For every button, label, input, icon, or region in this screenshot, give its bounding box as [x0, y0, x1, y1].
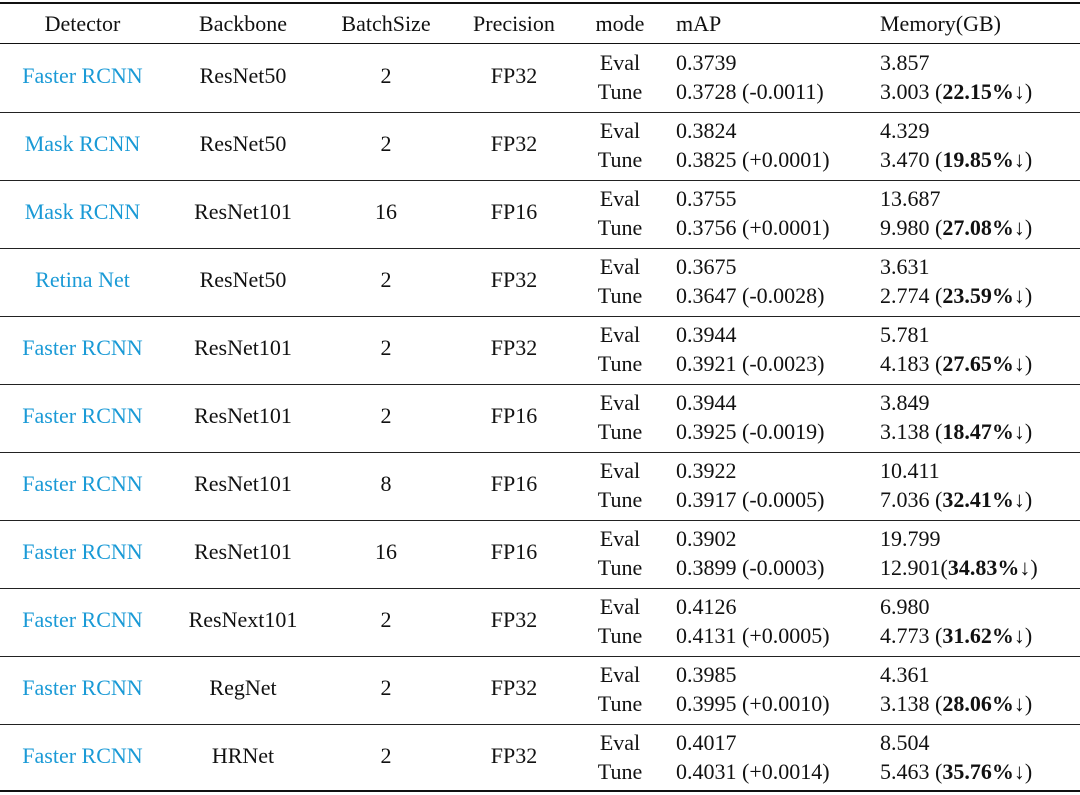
detector-cell: Retina Net [35, 267, 130, 292]
memory-tune-suffix: ↓) [1013, 283, 1033, 308]
memory-tune-value: 3.003 ( [880, 79, 943, 104]
header-detector: Detector [44, 11, 121, 36]
mode-tune: Tune [597, 759, 643, 784]
mode-cell [590, 592, 650, 650]
map-tune: 0.3647 (-0.0028) [676, 283, 825, 308]
top-rule [0, 2, 1080, 4]
mode-cell [590, 116, 650, 174]
memory-tune-value: 3.138 ( [880, 691, 943, 716]
precision-cell: FP16 [490, 403, 538, 428]
detector-cell: Faster RCNN [22, 607, 143, 632]
memory-cell [880, 388, 1080, 446]
memory-tune-suffix: ↓) [1013, 147, 1033, 172]
mode-eval: Eval [599, 118, 641, 143]
memory-tune-suffix: ↓) [1013, 487, 1033, 512]
memory-cell [880, 184, 1080, 242]
mode-cell [590, 320, 650, 378]
memory-tune-suffix: ↓) [1013, 759, 1033, 784]
header-backbone: Backbone [199, 11, 287, 36]
backbone-cell: ResNet101 [194, 403, 292, 428]
header-precision: Precision [473, 11, 555, 36]
precision-cell: FP32 [490, 63, 538, 88]
memory-cell [880, 524, 1080, 582]
memory-tune [880, 621, 1080, 650]
map-cell [676, 48, 866, 106]
memory-reduction-pct: 31.62% [942, 623, 1014, 648]
map-tune: 0.3921 (-0.0023) [676, 351, 825, 376]
precision-cell: FP16 [490, 539, 538, 564]
detector-cell: Mask RCNN [24, 199, 141, 224]
memory-eval: 4.361 [880, 662, 930, 687]
map-cell [676, 388, 866, 446]
header-memory: Memory(GB) [880, 11, 1001, 36]
memory-cell [880, 320, 1080, 378]
map-cell [676, 728, 866, 786]
map-cell [676, 184, 866, 242]
detector-cell: Faster RCNN [22, 539, 143, 564]
memory-tune [880, 281, 1080, 310]
mode-eval: Eval [599, 662, 641, 687]
detector-cell: Faster RCNN [22, 743, 143, 768]
map-tune: 0.3995 (+0.0010) [676, 691, 830, 716]
header-batch-size: BatchSize [341, 11, 431, 36]
detector-cell: Faster RCNN [22, 335, 143, 360]
memory-eval: 8.504 [880, 730, 930, 755]
mode-cell [590, 184, 650, 242]
map-tune: 0.3756 (+0.0001) [676, 215, 830, 240]
memory-cell [880, 456, 1080, 514]
header-mode: mode [595, 11, 645, 36]
memory-cell [880, 592, 1080, 650]
memory-reduction-pct: 35.76% [942, 759, 1014, 784]
memory-tune-suffix: ↓) [1013, 419, 1033, 444]
memory-reduction-pct: 27.65% [942, 351, 1014, 376]
memory-tune [880, 145, 1080, 174]
memory-tune-suffix: ↓) [1013, 79, 1033, 104]
backbone-cell: RegNet [209, 675, 277, 700]
precision-cell: FP32 [490, 675, 538, 700]
memory-tune-suffix: ↓) [1013, 623, 1033, 648]
map-cell [676, 456, 866, 514]
backbone-cell: HRNet [211, 743, 275, 768]
mode-eval: Eval [599, 526, 641, 551]
memory-tune [880, 553, 1080, 582]
memory-eval: 10.411 [880, 458, 940, 483]
precision-cell: FP32 [490, 267, 538, 292]
memory-tune [880, 77, 1080, 106]
memory-tune [880, 213, 1080, 242]
backbone-cell: ResNet50 [199, 131, 287, 156]
map-tune: 0.3917 (-0.0005) [676, 487, 825, 512]
map-eval: 0.4126 [676, 594, 737, 619]
backbone-cell: ResNet101 [194, 471, 292, 496]
precision-cell: FP16 [490, 199, 538, 224]
memory-reduction-pct: 27.08% [942, 215, 1014, 240]
memory-tune-suffix: ↓) [1013, 351, 1033, 376]
precision-cell: FP16 [490, 471, 538, 496]
memory-tune-value: 12.901( [880, 555, 948, 580]
batch-size-cell: 8 [380, 471, 392, 496]
memory-eval: 3.857 [880, 50, 930, 75]
map-tune: 0.4131 (+0.0005) [676, 623, 830, 648]
map-tune: 0.4031 (+0.0014) [676, 759, 830, 784]
memory-reduction-pct: 22.15% [942, 79, 1014, 104]
detector-cell: Faster RCNN [22, 63, 143, 88]
map-eval: 0.3739 [676, 50, 737, 75]
mode-tune: Tune [597, 351, 643, 376]
map-eval: 0.3922 [676, 458, 737, 483]
memory-eval: 3.849 [880, 390, 930, 415]
detector-cell: Faster RCNN [22, 471, 143, 496]
memory-tune-value: 9.980 ( [880, 215, 943, 240]
memory-reduction-pct: 18.47% [942, 419, 1014, 444]
mode-tune: Tune [597, 79, 643, 104]
memory-eval: 19.799 [880, 526, 941, 551]
memory-tune [880, 757, 1080, 786]
memory-eval: 13.687 [880, 186, 941, 211]
memory-tune-value: 3.138 ( [880, 419, 943, 444]
header-map: mAP [676, 11, 722, 36]
map-cell [676, 116, 866, 174]
memory-tune [880, 485, 1080, 514]
map-eval: 0.3944 [676, 390, 737, 415]
backbone-cell: ResNext101 [188, 607, 298, 632]
memory-reduction-pct: 19.85% [942, 147, 1014, 172]
mode-eval: Eval [599, 390, 641, 415]
mode-cell [590, 388, 650, 446]
mode-tune: Tune [597, 691, 643, 716]
map-cell [676, 320, 866, 378]
map-tune: 0.3925 (-0.0019) [676, 419, 825, 444]
memory-tune-value: 7.036 ( [880, 487, 943, 512]
memory-cell [880, 116, 1080, 174]
memory-tune [880, 689, 1080, 718]
memory-tune-value: 4.773 ( [880, 623, 943, 648]
detector-cell: Faster RCNN [22, 403, 143, 428]
mode-cell [590, 728, 650, 786]
batch-size-cell: 2 [380, 63, 392, 88]
precision-cell: FP32 [490, 335, 538, 360]
memory-tune-value: 5.463 ( [880, 759, 943, 784]
memory-cell [880, 48, 1080, 106]
mode-eval: Eval [599, 50, 641, 75]
memory-eval: 5.781 [880, 322, 930, 347]
memory-eval: 4.329 [880, 118, 930, 143]
memory-tune-suffix: ↓) [1013, 691, 1033, 716]
memory-tune [880, 349, 1080, 378]
mode-tune: Tune [597, 487, 643, 512]
batch-size-cell: 2 [380, 267, 392, 292]
mode-eval: Eval [599, 254, 641, 279]
batch-size-cell: 2 [380, 403, 392, 428]
detector-cell: Faster RCNN [22, 675, 143, 700]
mode-tune: Tune [597, 215, 643, 240]
backbone-cell: ResNet101 [194, 199, 292, 224]
memory-tune-value: 3.470 ( [880, 147, 943, 172]
memory-reduction-pct: 23.59% [942, 283, 1014, 308]
batch-size-cell: 2 [380, 675, 392, 700]
mode-cell [590, 524, 650, 582]
map-eval: 0.3985 [676, 662, 737, 687]
backbone-cell: ResNet101 [194, 335, 292, 360]
mode-cell [590, 252, 650, 310]
precision-cell: FP32 [490, 743, 538, 768]
map-cell [676, 252, 866, 310]
mode-cell [590, 456, 650, 514]
mode-eval: Eval [599, 730, 641, 755]
detector-cell: Mask RCNN [24, 131, 141, 156]
memory-reduction-pct: 28.06% [942, 691, 1014, 716]
map-eval: 0.4017 [676, 730, 737, 755]
mode-eval: Eval [599, 186, 641, 211]
map-cell [676, 592, 866, 650]
batch-size-cell: 2 [380, 335, 392, 360]
memory-tune-value: 4.183 ( [880, 351, 943, 376]
mode-tune: Tune [597, 283, 643, 308]
mode-eval: Eval [599, 322, 641, 347]
mode-tune: Tune [597, 555, 643, 580]
map-tune: 0.3825 (+0.0001) [676, 147, 830, 172]
map-eval: 0.3824 [676, 118, 737, 143]
precision-cell: FP32 [490, 131, 538, 156]
mode-eval: Eval [599, 594, 641, 619]
mode-cell [590, 660, 650, 718]
map-eval: 0.3902 [676, 526, 737, 551]
memory-cell [880, 252, 1080, 310]
map-tune: 0.3899 (-0.0003) [676, 555, 825, 580]
mode-cell [590, 48, 650, 106]
memory-eval: 3.631 [880, 254, 930, 279]
backbone-cell: ResNet50 [199, 63, 287, 88]
map-eval: 0.3944 [676, 322, 737, 347]
map-cell [676, 524, 866, 582]
mode-tune: Tune [597, 147, 643, 172]
memory-tune [880, 417, 1080, 446]
memory-reduction-pct: 34.83% [947, 555, 1020, 580]
batch-size-cell: 2 [380, 743, 392, 768]
backbone-cell: ResNet101 [194, 539, 292, 564]
batch-size-cell: 16 [375, 539, 397, 564]
map-tune: 0.3728 (-0.0011) [676, 79, 824, 104]
mode-eval: Eval [599, 458, 641, 483]
memory-cell [880, 728, 1080, 786]
memory-reduction-pct: 32.41% [942, 487, 1014, 512]
memory-tune-value: 2.774 ( [880, 283, 943, 308]
batch-size-cell: 16 [375, 199, 397, 224]
backbone-cell: ResNet50 [199, 267, 287, 292]
mode-tune: Tune [597, 419, 643, 444]
batch-size-cell: 2 [380, 131, 392, 156]
memory-eval: 6.980 [880, 594, 930, 619]
map-cell [676, 660, 866, 718]
map-eval: 0.3675 [676, 254, 737, 279]
memory-tune-suffix: ↓) [1013, 215, 1033, 240]
mode-tune: Tune [597, 623, 643, 648]
map-eval: 0.3755 [676, 186, 737, 211]
memory-tune-suffix: ↓) [1019, 555, 1038, 580]
precision-cell: FP32 [490, 607, 538, 632]
batch-size-cell: 2 [380, 607, 392, 632]
bottom-rule [0, 790, 1080, 792]
memory-cell [880, 660, 1080, 718]
